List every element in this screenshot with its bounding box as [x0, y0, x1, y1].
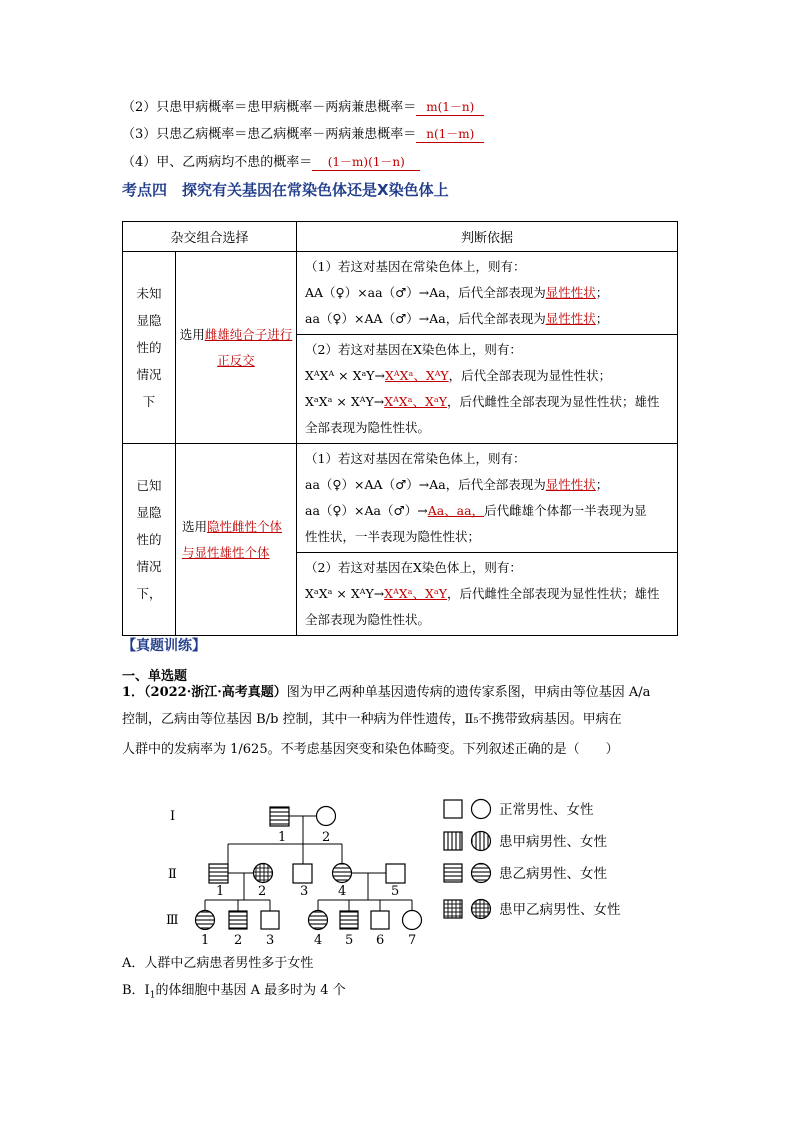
answer-2: m(1－n) — [416, 98, 484, 116]
pedigree-II-1 — [209, 864, 228, 883]
gen-label-3: Ⅲ — [166, 913, 179, 928]
gen-label-1: Ⅰ — [170, 809, 176, 824]
pedigree-legend — [444, 800, 491, 919]
legend-disease-a: 患甲病男性、女性 — [499, 834, 607, 850]
question-line-2: 控制，乙病由等位基因 B/b 控制，其中一种病为伴性遗传，Ⅱ₅不携带致病基因。甲病在 — [122, 712, 622, 727]
condition-unknown: 未知 显隐 性的 情况 下 — [123, 252, 176, 444]
svg-text:1: 1 — [201, 933, 210, 948]
svg-text:2: 2 — [258, 884, 267, 899]
comparison-table — [122, 221, 678, 636]
choice-unknown: 选用雌雄纯合子进行正反交 — [176, 252, 297, 444]
section-heading: 考点四 探究有关基因在常染色体还是X染色体上 — [122, 181, 449, 199]
legend-disease-b: 患乙病男性、女性 — [499, 866, 607, 882]
svg-text:4: 4 — [314, 933, 323, 948]
basis-unknown-x: （2）若这对基因在X染色体上，则有： XᴬXᴬ × XᵃY→XᴬXᵃ、XᴬY，后代全部表现为显性性状； XᵃXᵃ × XᴬY→XᴬXᵃ、XᵃY，后代雌性全部表现为显性性状；雄性 全部表现为隐性性状。 — [297, 335, 678, 444]
answer-4: (1－m)(1－n) — [312, 153, 420, 171]
pedigree-I-2 — [317, 807, 336, 826]
svg-text:2: 2 — [234, 933, 243, 948]
legend-disease-ab: 患甲乙病男性、女性 — [499, 902, 621, 918]
basis-known-autosome: （1）若这对基因在常染色体上，则有： aa（♀）×AA（♂）→Aa，后代全部表现为显性性状； aa（♀）×Aa（♂）→Aa、aa，后代雌雄个体都一半表现为显 性性状，一半表现为隐性性状； — [297, 444, 678, 553]
svg-text:2: 2 — [322, 830, 331, 845]
svg-text:3: 3 — [266, 933, 275, 948]
line-2: （2）只患甲病概率＝患甲病概率－两病兼患概率＝ m(1－n) — [122, 96, 484, 116]
question-line-1: 1．（2022·浙江·高考真题）图为甲乙两种单基因遗传病的遗传家系图，甲病由等位基因 A/a — [122, 685, 651, 700]
svg-text:4: 4 — [338, 884, 347, 899]
basis-unknown-autosome: （1）若这对基因在常染色体上，则有： AA（♀）×aa（♂）→Aa，后代全部表现为显性性状； aa（♀）×AA（♂）→Aa，后代全部表现为显性性状； — [297, 252, 678, 335]
pedigree-III-5 — [340, 911, 358, 929]
basis-known-x: （2）若这对基因在X染色体上，则有： XᵃXᵃ × XᴬY→XᴬXᵃ、XᵃY，后代雌性全部表现为显性性状；雄性 全部表现为隐性性状。 — [297, 553, 678, 636]
svg-text:3: 3 — [300, 884, 309, 899]
header-basis: 判断依据 — [297, 222, 678, 252]
pedigree-II-2 — [254, 864, 273, 883]
svg-text:5: 5 — [345, 933, 354, 948]
pedigree-III-4 — [309, 911, 328, 930]
line-3: （3）只患乙病概率＝患乙病概率－两病兼患概率＝ n(1－m) — [122, 123, 484, 143]
svg-text:1: 1 — [278, 830, 287, 845]
pedigree-II-3 — [293, 864, 312, 883]
line-4: （4）甲、乙两病均不患的概率＝ (1－m)(1－n) — [122, 151, 420, 171]
svg-text:6: 6 — [376, 933, 385, 948]
svg-text:7: 7 — [408, 933, 417, 948]
question-line-3: 人群中的发病率为 1/625。不考虑基因突变和染色体畸变。下列叙述正确的是（ ） — [122, 742, 619, 757]
choice-known: 选用隐性雌性个体与显性雄性个体 — [176, 444, 297, 636]
pedigree-II-5 — [386, 864, 405, 883]
answer-3: n(1－m) — [416, 125, 484, 143]
section-label: 【真题训练】 — [122, 638, 206, 654]
gen-label-2: Ⅱ — [168, 867, 177, 882]
pedigree-I-1 — [270, 807, 289, 826]
header-choice: 杂交组合选择 — [123, 222, 297, 252]
pedigree-III-3 — [261, 911, 279, 929]
condition-known: 已知 显隐 性的 情况 下， — [123, 444, 176, 636]
pedigree-III-2 — [229, 911, 247, 929]
legend-normal: 正常男性、女性 — [499, 802, 594, 818]
subsection-label: 一、单选题 — [122, 669, 188, 684]
pedigree-chart — [150, 790, 650, 950]
option-b[interactable]: B．$Ⅰ_1$的体细胞中基因 A 最多时为 4 个 — [122, 983, 346, 1001]
option-a[interactable]: A．人群中乙病患者男性多于女性 — [122, 956, 314, 971]
svg-text:1: 1 — [216, 884, 225, 899]
pedigree-III-7 — [403, 911, 422, 930]
pedigree-III-6 — [371, 911, 389, 929]
pedigree-III-1 — [196, 911, 215, 930]
pedigree-II-4 — [333, 864, 352, 883]
svg-text:5: 5 — [391, 884, 400, 899]
